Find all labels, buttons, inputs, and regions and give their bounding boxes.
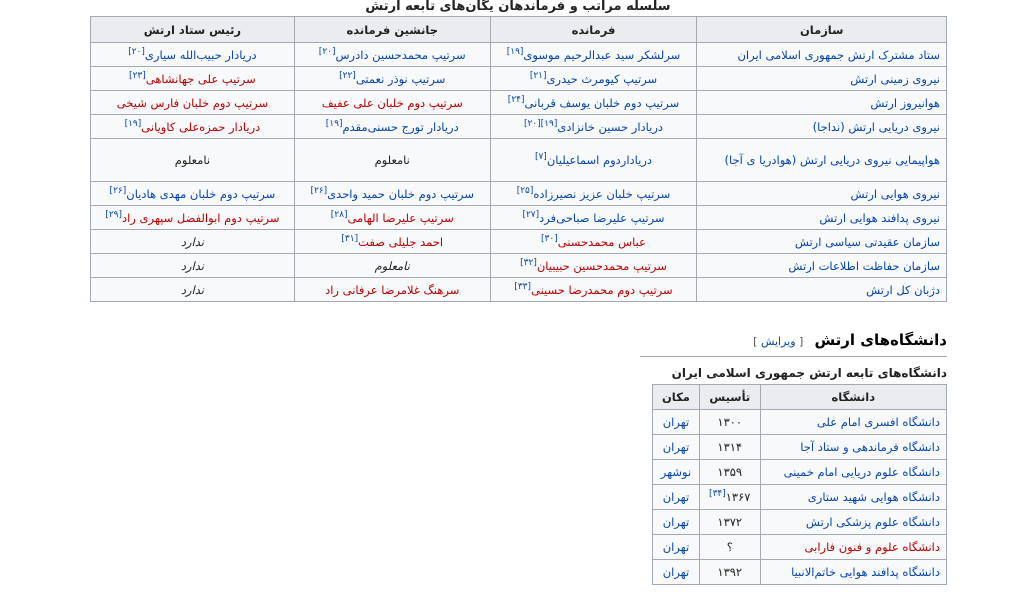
place-link[interactable]: تهران <box>653 410 700 435</box>
table-caption: سلسله مراتب و فرماندهان یگان‌های تابعه ارتش <box>365 0 671 14</box>
deputy-cell <box>294 139 490 182</box>
reference-link[interactable]: [۳۴] <box>709 489 726 500</box>
table-row <box>653 510 947 535</box>
chief-cell[interactable] <box>91 43 295 67</box>
deputy-cell[interactable] <box>294 67 490 91</box>
organization-cell[interactable]: نیروی پدافند هوایی ارتش <box>697 206 947 230</box>
chief-cell <box>91 230 295 254</box>
place-link[interactable]: تهران <box>653 435 700 460</box>
commander-cell[interactable] <box>490 67 697 91</box>
founded-cell <box>699 410 760 435</box>
table-row <box>653 560 947 585</box>
commander-cell[interactable] <box>490 206 697 230</box>
deputy-cell[interactable] <box>294 278 490 302</box>
commander-link[interactable]: سرتیپ کیومرث حیدری <box>546 71 658 86</box>
section-heading <box>640 330 947 357</box>
table-row <box>653 435 947 460</box>
table-row <box>91 254 947 278</box>
university-link[interactable]: دانشگاه علوم پزشکی ارتش <box>760 510 946 535</box>
founded-cell <box>699 560 760 585</box>
chief-link[interactable]: دریادار حمزه‌علی کاویانی <box>141 119 261 134</box>
place-link[interactable]: تهران <box>653 535 700 560</box>
deputy-link[interactable]: سرتیپ نوذر نعمتی <box>355 71 446 86</box>
reference-link[interactable]: [۲۸] <box>330 209 348 220</box>
table-row <box>653 460 947 485</box>
commander-cell[interactable] <box>490 230 697 254</box>
chief-link[interactable]: سرتیپ دوم خلبان فارس شیخی <box>116 95 269 110</box>
founded-year: ؟ <box>726 540 733 554</box>
deputy-cell[interactable] <box>294 91 490 115</box>
chief-cell[interactable] <box>91 91 295 115</box>
chief-cell[interactable] <box>91 67 295 91</box>
column-header-place: مکان <box>653 385 700 410</box>
column-header-founded: تأسیس <box>699 385 760 410</box>
commander-cell[interactable] <box>490 278 697 302</box>
universities-table <box>652 384 947 585</box>
section-title: دانشگاه‌های ارتش <box>814 331 947 349</box>
table-row <box>91 182 947 206</box>
reference-link[interactable]: [۲۰] <box>128 46 145 57</box>
founded-cell <box>699 485 760 510</box>
reference-link[interactable]: [۳۱] <box>341 233 359 244</box>
table-row <box>653 485 947 510</box>
founded-year: ۱۳۹۲ <box>717 565 743 579</box>
deputy-cell[interactable] <box>294 206 490 230</box>
column-header-organization: سازمان <box>697 17 947 43</box>
commander-cell[interactable] <box>490 91 697 115</box>
founded-year: ۱۳۱۴ <box>717 440 743 454</box>
commander-link[interactable]: دریاداردوم اسماعیلیان <box>546 153 653 167</box>
commander-cell[interactable] <box>490 43 697 67</box>
edit-link[interactable]: ویرایش <box>760 335 796 348</box>
university-link[interactable]: دانشگاه فرماندهی و ستاد آجا <box>760 435 946 460</box>
table-row <box>653 535 947 560</box>
deputy-text: نامعلوم <box>374 153 410 167</box>
organization-cell[interactable]: نیروی هوایی ارتش <box>697 182 947 206</box>
reference-link[interactable]: [۳۳] <box>514 281 531 292</box>
reference-link[interactable]: [۲۶] <box>310 185 328 196</box>
reference-link[interactable]: [۲۷] <box>522 209 540 220</box>
reference-link[interactable]: [۱۹][۲۰] <box>523 118 558 129</box>
chief-cell[interactable] <box>91 206 295 230</box>
commander-link[interactable]: سرلشکر سید عبدالرحیم موسوی <box>523 47 681 62</box>
organization-cell[interactable]: سازمان حفاظت اطلاعات ارتش <box>697 254 947 278</box>
column-header-university: دانشگاه <box>760 385 946 410</box>
founded-cell <box>699 435 760 460</box>
edit-bracket-close: ] <box>753 335 758 348</box>
deputy-link[interactable]: سرتیپ علیرضا الهامی <box>347 210 454 225</box>
deputy-cell <box>294 254 490 278</box>
deputy-link[interactable]: سرتیپ دوم خلبان علی عفیف <box>321 95 463 110</box>
reference-link[interactable]: [۱۹] <box>506 46 524 57</box>
commander-link[interactable]: سرتیپ دوم محمدرضا حسینی <box>531 282 673 297</box>
commander-cell[interactable] <box>490 139 697 182</box>
place-link[interactable]: نوشهر <box>653 460 700 485</box>
organization-cell[interactable]: دژبان کل ارتش <box>697 278 947 302</box>
founded-year: ۱۳۶۷ <box>725 490 751 504</box>
reference-link[interactable]: [۲۲] <box>339 70 356 81</box>
place-link[interactable]: تهران <box>653 560 700 585</box>
chief-cell <box>91 254 295 278</box>
university-link[interactable]: دانشگاه علوم و فنون فارابی <box>760 535 946 560</box>
founded-cell <box>699 510 760 535</box>
chief-cell[interactable] <box>91 182 295 206</box>
organization-cell[interactable]: هواپیمایی نیروی دریایی ارتش (هوادریا ی آجا) <box>697 139 947 182</box>
university-link[interactable]: دانشگاه هوایی شهید ستاری <box>760 485 946 510</box>
reference-link[interactable]: [۲۵] <box>516 185 534 196</box>
table-row <box>91 206 947 230</box>
founded-year: ۱۳۵۹ <box>717 465 743 479</box>
reference-link[interactable]: [۲۴] <box>507 94 525 105</box>
commander-cell[interactable] <box>490 115 697 139</box>
table-row <box>91 278 947 302</box>
chief-text: ندارد <box>180 258 204 273</box>
commander-link[interactable]: عباس محمدحسنی <box>557 234 646 249</box>
commander-link[interactable]: سرتیپ دوم خلبان یوسف قربانی <box>524 95 680 110</box>
chief-link[interactable]: سرتیپ دوم ابوالفضل سپهری راد <box>122 210 280 225</box>
deputy-cell[interactable] <box>294 43 490 67</box>
commanders-table <box>90 16 947 302</box>
table-row <box>91 230 947 254</box>
deputy-link[interactable]: سرتیپ محمدحسین دادرس <box>335 47 466 62</box>
place-link[interactable]: تهران <box>653 485 700 510</box>
university-link[interactable]: دانشگاه علوم دریایی امام خمینی <box>760 460 946 485</box>
deputy-link[interactable]: دریادار تورج حسنی‌مقدم <box>342 119 459 134</box>
chief-text: ندارد <box>180 234 204 249</box>
founded-year: ۱۳۰۰ <box>717 415 743 429</box>
founded-cell <box>699 460 760 485</box>
commander-link[interactable]: سرتیپ خلبان عزیز نصیرزاده <box>533 186 671 201</box>
chief-cell[interactable] <box>91 115 295 139</box>
place-link[interactable]: تهران <box>653 510 700 535</box>
table-row <box>91 67 947 91</box>
organization-cell[interactable]: هوانیروز ارتش <box>697 91 947 115</box>
column-header-deputy: جانشین فرمانده <box>294 17 490 43</box>
organization-cell[interactable]: نیروی زمینی ارتش <box>697 67 947 91</box>
reference-link[interactable]: [۱۹] <box>124 118 142 129</box>
table-row <box>653 410 947 435</box>
chief-text: ندارد <box>180 282 204 297</box>
commander-link[interactable]: سرتیپ علیرضا صباحی‌فرد <box>539 210 665 225</box>
deputy-link[interactable]: سرتیپ دوم خلبان حمید واحدی <box>327 186 475 201</box>
reference-link[interactable]: [۲۱] <box>529 70 547 81</box>
deputy-link[interactable]: سرهنگ غلامرضا عرفانی راد <box>325 282 460 297</box>
chief-cell <box>91 139 295 182</box>
commander-link[interactable]: سرتیپ محمدحسین حبیبیان <box>536 258 667 273</box>
reference-link[interactable]: [۲۰] <box>318 46 336 57</box>
commander-link[interactable]: دریادار حسین خانزادی <box>557 119 664 134</box>
deputy-text: نامعلوم <box>374 258 410 273</box>
edit-bracket-open: [ <box>799 335 804 348</box>
table-row <box>91 139 947 182</box>
reference-link[interactable]: [۲۳] <box>129 70 146 81</box>
chief-text: نامعلوم <box>174 153 211 167</box>
table-row <box>91 115 947 139</box>
chief-link[interactable]: سرتیپ علی جهانشاهی <box>145 71 256 86</box>
reference-link[interactable]: [۲۶] <box>109 185 127 196</box>
chief-link[interactable]: سرتیپ دوم خلبان مهدی هادیان <box>126 186 276 201</box>
commander-cell[interactable] <box>490 254 697 278</box>
table-row <box>91 43 947 67</box>
reference-link[interactable]: [۲۹] <box>105 209 122 220</box>
chief-cell <box>91 278 295 302</box>
universities-caption: دانشگاه‌های تابعه ارتش جمهوری اسلامی ایران <box>671 366 947 380</box>
reference-link[interactable]: [۷] <box>534 152 547 163</box>
reference-link[interactable]: [۱۹] <box>325 118 343 129</box>
founded-cell <box>699 535 760 560</box>
founded-year: ۱۳۷۲ <box>717 515 743 529</box>
organization-cell[interactable]: ستاد مشترک ارتش جمهوری اسلامی ایران <box>697 43 947 67</box>
organization-cell[interactable]: نیروی دریایی ارتش (نداجا) <box>697 115 947 139</box>
university-link[interactable]: دانشگاه پدافند هوایی خاتم‌الانبیا <box>760 560 946 585</box>
university-link[interactable]: دانشگاه افسری امام علی <box>760 410 946 435</box>
section-edit <box>753 335 803 348</box>
column-header-commander: فرمانده <box>490 17 697 43</box>
table-row <box>91 91 947 115</box>
column-header-chief-of-staff: رئیس ستاد ارتش <box>91 17 295 43</box>
commander-cell[interactable] <box>490 182 697 206</box>
chief-link[interactable]: دریادار حبیب‌الله سیاری <box>144 47 257 62</box>
organization-cell[interactable]: سازمان عقیدتی سیاسی ارتش <box>697 230 947 254</box>
deputy-cell[interactable] <box>294 182 490 206</box>
reference-link[interactable]: [۳۲] <box>520 257 537 268</box>
deputy-cell[interactable] <box>294 115 490 139</box>
deputy-link[interactable]: احمد جلیلی صفت <box>358 234 444 249</box>
deputy-cell[interactable] <box>294 230 490 254</box>
reference-link[interactable]: [۳۰] <box>541 233 558 244</box>
